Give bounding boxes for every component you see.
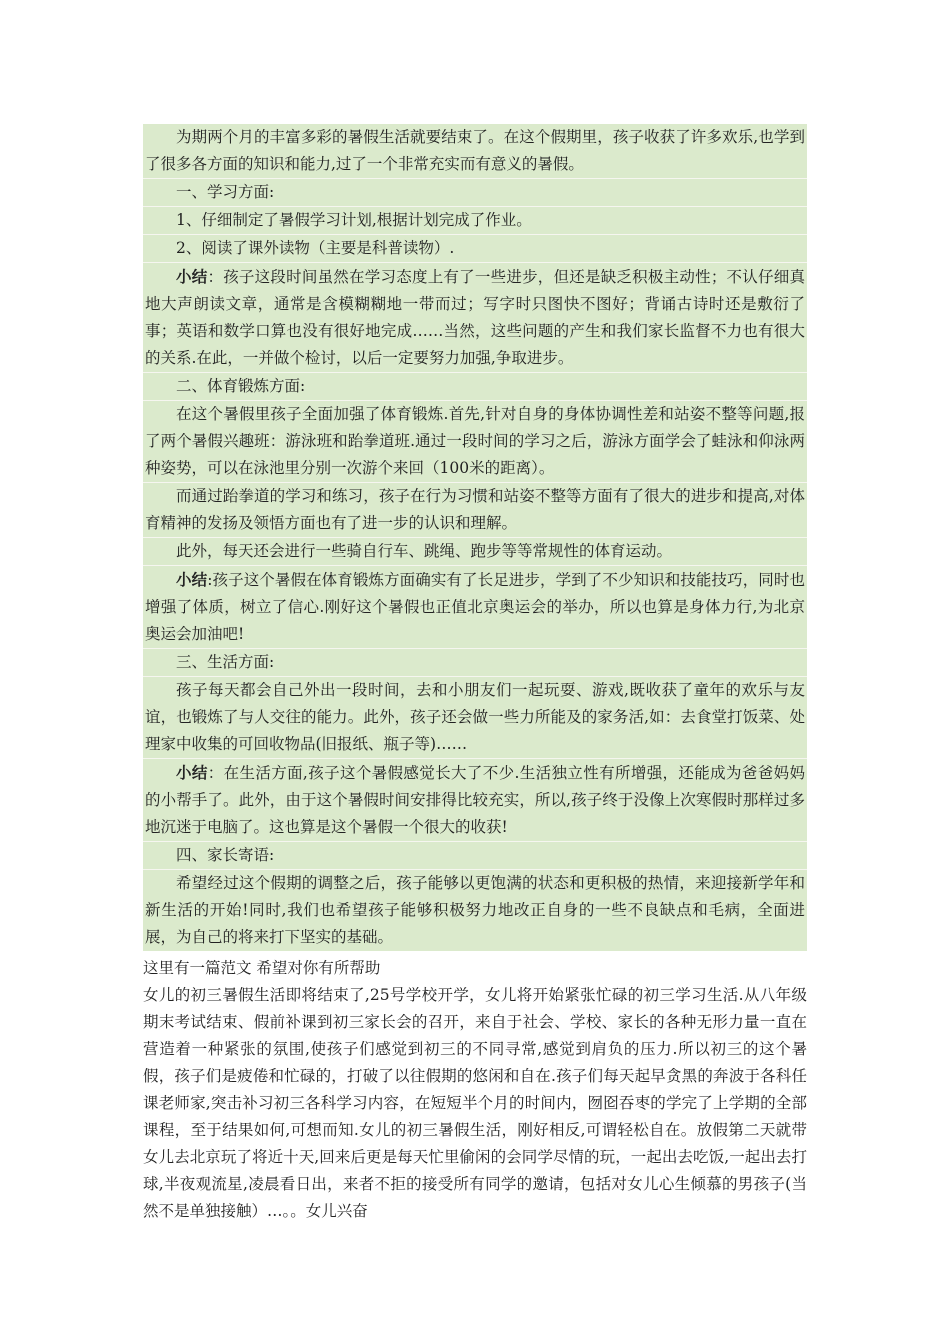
- study-item-1: 1、仔细制定了暑假学习计划,根据计划完成了作业。: [143, 206, 807, 234]
- parent-paragraph: 希望经过这个假期的调整之后，孩子能够以更饱满的状态和更积极的热情，来迎接新学年和新生活的开始!同时,我们也希望孩子能够积极努力地改正自身的一些不良缺点和毛病，全面进展，为自己的将来打下坚实的基础。: [143, 869, 807, 951]
- conclusion-label: 小结: [176, 267, 208, 286]
- sport-heading: 二、体育锻炼方面:: [143, 372, 807, 400]
- sport-paragraph-1: 在这个暑假里孩子全面加强了体育锻炼.首先,针对自身的身体协调性差和站姿不整等问题,报了两个暑假兴趣班：游泳班和跆拳道班.通过一段时间的学习之后，游泳方面学会了蛙泳和仰泳两种姿势，可以在泳池里分别一次游个来回（100米的距离）。: [143, 400, 807, 482]
- life-heading: 三、生活方面:: [143, 648, 807, 676]
- conclusion-text: ：在生活方面,孩子这个暑假感觉长大了不少.生活独立性有所增强，还能成为爸爸妈妈的小帮手了。此外，由于这个暑假时间安排得比较充实，所以,孩子终于没像上次寒假时那样过多地沉迷于电脑了。这也算是这个暑假一个很大的收获!: [145, 764, 805, 836]
- study-heading: 一、学习方面:: [143, 178, 807, 206]
- essay-body: 女儿的初三暑假生活即将结束了,25号学校开学，女儿将开始紧张忙碌的初三学习生活.从八年级期末考试结束、假前补课到初三家长会的召开，来自于社会、学校、家长的各种无形力量一直在营造着一种紧张的氛围,使孩子们感觉到初三的不同寻常,感觉到肩负的压力.所以初三的这个暑假，孩子们是疲倦和忙碌的，打破了以往假期的悠闲和自在.孩子们每天起早贪黑的奔波于各科任课老师家,突击补习初三各科学习内容，在短短半个月的时间内，囫囵吞枣的学完了上学期的全部课程，至于结果如何,可想而知.女儿的初三暑假生活，刚好相反,可谓轻松自在。放假第二天就带女儿去北京玩了将近十天,回来后更是每天忙里偷闲的会同学尽情的玩，一起出去吃饭,一起出去打球,半夜观流星,凌晨看日出，来者不拒的接受所有同学的邀请，包括对女儿心生倾慕的男孩子(当然不是单独接触）…。。女儿兴奋: [143, 986, 807, 1220]
- study-conclusion: [143, 262, 807, 372]
- conclusion-text: ：孩子这段时间虽然在学习态度上有了一些进步，但还是缺乏积极主动性；不认仔细真地大声朗读文章，通常是含模糊糊地一带而过；写字时只图快不图好；背诵古诗时还是敷衍了事；英语和数学口算也没有很好地完成……当然，这些问题的产生和我们家长监督不力也有很大的关系.在此，一并做个检讨，以后一定要努力加强,争取进步。: [145, 268, 805, 367]
- conclusion-text: :孩子这个暑假在体育锻炼方面确实有了长足进步，学到了不少知识和技能技巧，同时也增强了体质，树立了信心.刚好这个暑假也正值北京奥运会的举办，所以也算是身体力行,为北京奥运会加油吧!: [145, 571, 805, 643]
- life-paragraph-1: 孩子每天都会自己外出一段时间，去和小朋友们一起玩耍、游戏,既收获了童年的欢乐与友谊，也锻炼了与人交往的能力。此外，孩子还会做一些力所能及的家务活,如：去食堂打饭菜、处理家中收集的可回收物品(旧报纸、瓶子等)……: [143, 676, 807, 758]
- summer-summary-section: [143, 124, 807, 951]
- study-item-2: 2、阅读了课外读物（主要是科普读物）.: [143, 234, 807, 262]
- essay-intro: 这里有一篇范文 希望对你有所帮助: [143, 959, 381, 977]
- parent-heading: 四、家长寄语:: [143, 841, 807, 869]
- conclusion-label: 小结: [176, 763, 208, 782]
- opening-paragraph: 为期两个月的丰富多彩的暑假生活就要结束了。在这个假期里，孩子收获了许多欢乐,也学到了很多各方面的知识和能力,过了一个非常充实而有意义的暑假。: [145, 128, 805, 173]
- sport-paragraph-3: 此外，每天还会进行一些骑自行车、跳绳、跑步等等常规性的体育运动。: [143, 537, 807, 565]
- conclusion-label: 小结: [176, 570, 208, 589]
- sport-conclusion: [143, 565, 807, 648]
- sport-paragraph-2: 而通过跆拳道的学习和练习，孩子在行为习惯和站姿不整等方面有了很大的进步和提高,对体育精神的发扬及领悟方面也有了进一步的认识和理解。: [143, 482, 807, 537]
- life-conclusion: [143, 758, 807, 841]
